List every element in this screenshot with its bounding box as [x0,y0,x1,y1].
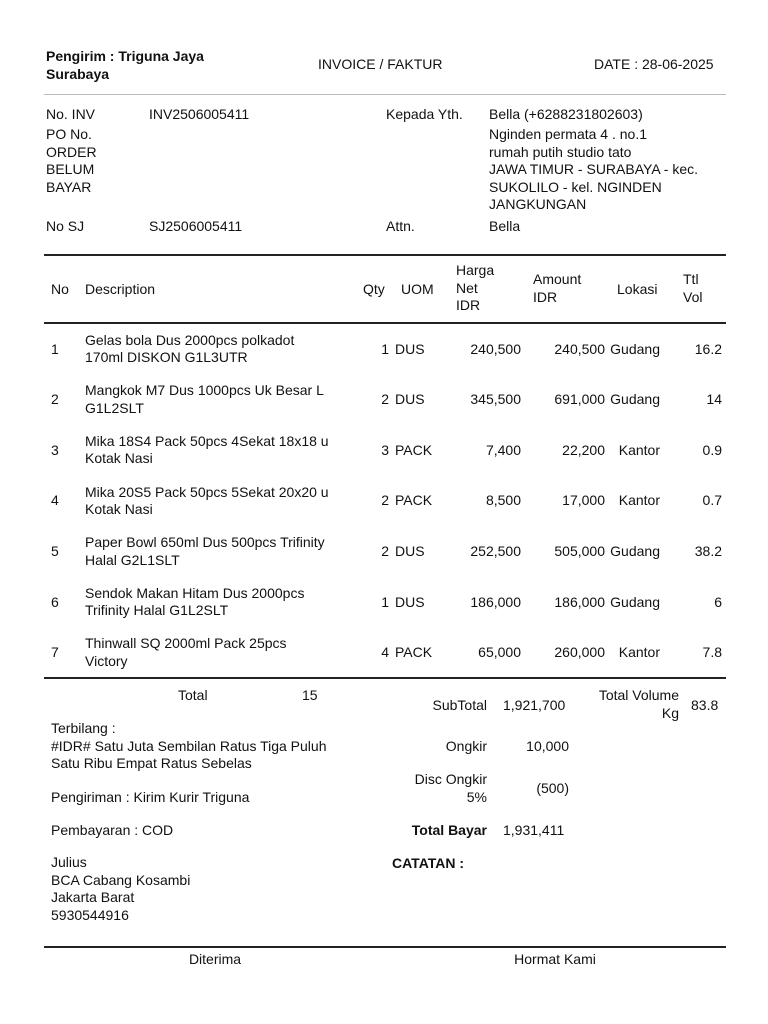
col-header-qty: Qty [363,281,385,297]
invoice-date: DATE : 28-06-2025 [594,56,714,72]
document-title: INVOICE / FAKTUR [318,56,443,72]
col-header-amount-line: Amount [533,271,582,287]
cell-uom: PACK [395,441,433,458]
table-row [44,375,726,426]
description-line: Mika 18S4 Pack 50pcs 4Sekat 18x18 u [85,432,329,449]
subtotal-value: 1,921,700 [503,697,566,713]
cell-lokasi: Gudang [610,542,660,559]
header-divider [44,94,726,95]
ongkir-label: Ongkir [445,738,487,754]
cell-description [85,425,359,476]
cell-harga: 8,500 [485,492,521,509]
table-row [44,425,726,476]
description-line: Thinwall SQ 2000ml Pack 25pcs [85,635,287,652]
cell-no: 5 [51,542,59,559]
cell-lokasi: Kantor [618,492,660,509]
sj-number: SJ2506005411 [149,218,243,234]
status-line: ORDER [46,143,97,160]
disc-label [378,771,487,806]
bank-line: Julius [51,854,87,870]
diterima-label: Diterima [188,951,242,967]
description-line: Paper Bowl 650ml Dus 500pcs Trifinity [85,534,325,551]
recipient-address [489,126,698,214]
cell-vol: 0.9 [702,441,722,458]
cell-harga: 345,500 [470,391,521,408]
bank-line: 5930544916 [51,906,129,923]
cell-lokasi: Gudang [610,593,660,610]
total-volume-label-line: Total Volume [598,687,679,703]
cell-vol: 0.7 [702,492,722,509]
status-line: BAYAR [46,178,92,195]
terbilang-line: Satu Ribu Empat Ratus Sebelas [51,755,252,771]
col-header-vol [683,271,702,306]
cell-vol: 6 [714,593,722,610]
pengiriman: Pengiriman : Kirim Kurir Triguna [51,789,250,805]
bank-line: Jakarta Barat [51,889,135,905]
cell-lokasi: Gudang [610,340,660,357]
cell-vol: 7.8 [702,644,722,661]
inv-label: No. INV [46,106,96,122]
cell-qty: 2 [381,542,389,559]
po-label: PO No. [46,126,92,142]
description-line: Halal G2L1SLT [85,551,180,568]
terbilang-block [51,720,327,773]
table-row [44,526,726,577]
col-header-harga [456,262,494,315]
disc-label-line: Disc Ongkir [414,771,487,787]
cell-no: 7 [51,644,59,661]
cell-amount: 186,000 [554,593,605,610]
col-header-harga-line: IDR [456,297,481,313]
col-header-amount-line: IDR [533,288,558,305]
address-line: rumah putih studio tato [489,143,632,160]
cell-amount: 691,000 [554,391,605,408]
to-label: Kepada Yth. [386,106,463,122]
terbilang-line: #IDR# Satu Juta Sembilan Ratus Tiga Puluh [51,737,327,754]
cell-qty: 1 [381,593,389,610]
col-header-uom: UOM [401,281,434,297]
cell-amount: 505,000 [554,542,605,559]
table-row [44,628,726,679]
cell-description [85,476,359,527]
cell-no: 6 [51,593,59,610]
description-line: 170ml DISKON G1L3UTR [85,349,248,366]
col-header-amount [533,271,581,306]
col-header-no: No [51,281,69,297]
total-bayar-value: 1,931,411 [503,822,565,838]
cell-uom: PACK [395,644,433,661]
status-line: BELUM [46,161,95,177]
cell-uom: DUS [395,542,425,559]
total-volume-label-line: Kg [661,704,679,721]
attn-label: Attn. [386,218,415,234]
table-row [44,476,726,527]
description-line: Sendok Makan Hitam Dus 2000pcs [85,584,305,601]
hormat-kami-label: Hormat Kami [514,951,596,967]
cell-no: 3 [51,441,59,458]
col-header-lokasi: Lokasi [617,281,658,297]
cell-description [85,628,359,679]
cell-qty: 4 [381,644,389,661]
total-bayar-label: Total Bayar [411,822,487,838]
cell-no: 1 [51,340,59,357]
col-header-harga-line: Harga [456,262,495,278]
description-line: G1L2SLT [85,399,144,416]
cell-qty: 3 [381,441,389,458]
cell-description [85,324,359,375]
cell-harga: 7,400 [485,441,521,458]
cell-harga: 240,500 [470,340,521,357]
cell-uom: DUS [395,593,425,610]
cell-no: 2 [51,391,59,408]
col-header-vol-line: Ttl [683,271,699,287]
disc-value: (500) [536,780,569,796]
description-line: Mika 20S5 Pack 50pcs 5Sekat 20x20 u [85,483,329,500]
cell-uom: DUS [395,391,425,408]
cell-lokasi: Kantor [618,644,660,661]
cell-lokasi: Kantor [618,441,660,458]
total-volume-label [580,687,679,722]
terbilang-label: Terbilang : [51,720,116,736]
items-table [44,324,726,678]
cell-qty: 1 [381,340,389,357]
subtotal-label: SubTotal [432,697,487,713]
sj-label: No SJ [46,218,85,234]
cell-amount: 240,500 [554,340,605,357]
pembayaran: Pembayaran : COD [51,822,174,838]
address-line: JANGKUNGAN [489,196,587,212]
cell-amount: 22,200 [562,441,605,458]
cell-vol: 16.2 [694,340,722,357]
cell-lokasi: Gudang [610,391,660,408]
total-label: Total [178,687,208,703]
sender: Pengirim : Triguna Jaya Surabaya [46,48,204,82]
bank-line: BCA Cabang Kosambi [51,871,191,888]
footer-rule [44,946,726,948]
disc-label-line: 5% [466,788,487,805]
col-header-description: Description [85,281,156,297]
col-header-harga-line: Net [456,279,478,296]
cell-amount: 17,000 [562,492,605,509]
cell-description [85,526,359,577]
cell-qty: 2 [381,492,389,509]
col-header-vol-line: Vol [683,288,703,305]
inv-number: INV2506005411 [149,106,250,122]
description-line: Mangkok M7 Dus 1000pcs Uk Besar L [85,382,324,399]
description-line: Kotak Nasi [85,450,153,467]
address-line: JAWA TIMUR - SURABAYA - kec. [489,161,698,177]
attn-value: Bella [489,218,521,234]
ongkir-value: 10,000 [526,738,569,754]
cell-harga: 186,000 [470,593,521,610]
description-line: Victory [85,652,128,669]
bank-block [51,854,190,924]
address-line: Nginden permata 4 . no.1 [489,126,647,142]
cell-description [85,375,359,426]
table-top-rule [44,254,726,256]
cell-description [85,577,359,628]
cell-vol: 14 [706,391,722,408]
description-line: Kotak Nasi [85,501,153,518]
table-row [44,577,726,628]
cell-harga: 252,500 [470,542,521,559]
table-row [44,324,726,375]
cell-no: 4 [51,492,59,509]
cell-amount: 260,000 [554,644,605,661]
total-volume-value: 83.8 [691,697,719,713]
cell-harga: 65,000 [478,644,521,661]
cell-vol: 38.2 [694,542,722,559]
recipient-name: Bella (+6288231802603) [489,106,643,122]
po-block [46,126,97,196]
cell-uom: PACK [395,492,433,509]
address-line: SUKOLILO - kel. NGINDEN [489,178,662,195]
cell-uom: DUS [395,340,425,357]
description-line: Trifinity Halal G1L2SLT [85,602,229,619]
total-qty: 15 [302,687,318,703]
cell-qty: 2 [381,391,389,408]
catatan-label: CATATAN : [392,855,465,871]
description-line: Gelas bola Dus 2000pcs polkadot [85,331,295,348]
table-bottom-rule [44,677,726,679]
